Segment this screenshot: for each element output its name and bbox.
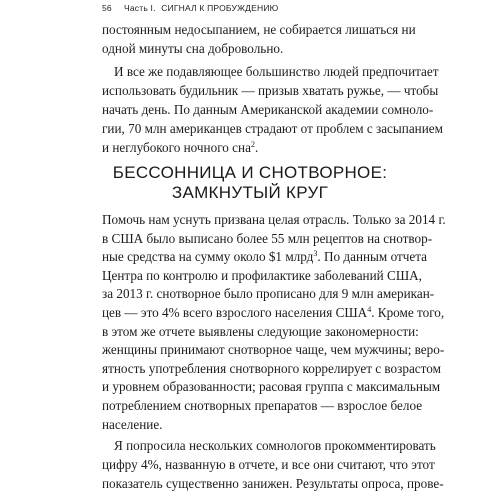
text-run: . Кроме того, bbox=[371, 305, 445, 320]
footnote-ref: 3 bbox=[313, 249, 318, 259]
footnote-ref: 2 bbox=[250, 140, 255, 149]
running-head bbox=[102, 3, 278, 13]
footnote-ref: 4 bbox=[367, 305, 372, 314]
text-line: население. bbox=[102, 416, 163, 432]
part-label: Часть I. bbox=[124, 3, 156, 13]
section-heading-line-2: ЗАМКНУТЫЙ КРУГ bbox=[171, 183, 329, 202]
text-line: И все же подавляющее большинство людей предпочитает bbox=[114, 64, 439, 79]
page-number: 56 bbox=[102, 3, 112, 13]
text-line: использовать будильник — призыв хватать ружье, — чтобы bbox=[102, 83, 439, 98]
text-line: одной минуты сна добровольно. bbox=[102, 41, 284, 56]
text-line bbox=[102, 138, 402, 157]
text-run: . bbox=[254, 140, 259, 155]
text-run: ные средства на сумму около $1 млрд bbox=[102, 249, 314, 265]
text-line bbox=[102, 247, 428, 266]
text-line: начать день. По данным Американской академии сомноло- bbox=[102, 102, 434, 117]
text-run: . По данным отчета bbox=[317, 249, 428, 265]
text-line: потреблением снотворных препаратов — взрослое белое bbox=[102, 398, 423, 413]
text-line: цифру 4%, названную в отчете, и все они считают, что этот bbox=[102, 457, 435, 472]
text-line: постоянным недосыпанием, не собирается лишаться ни bbox=[102, 22, 416, 37]
text-run: и неглубокого ночного сна bbox=[102, 140, 251, 155]
text-line: гии, 70 млн американцев страдают от проблем с засыпанием bbox=[102, 121, 443, 136]
part-title: СИГНАЛ К ПРОБУЖДЕНИЮ bbox=[161, 3, 279, 13]
text-line: Я попросила нескольких сомнологов прокомментировать bbox=[114, 438, 436, 453]
text-line: в этом же отчете выявлены следующие закономерности: bbox=[102, 323, 419, 339]
text-line: женщины принимают снотворное чаще, чем мужчины; веро- bbox=[102, 342, 445, 358]
text-run: цев — это 4% всего взрослого населения США bbox=[102, 305, 368, 320]
text-line: и уровнем образованности; расовая группа с максимальным bbox=[102, 379, 441, 395]
text-line: Помочь нам уснуть призвана целая отрасль. Только за 2014 г. bbox=[102, 212, 446, 227]
text-line: ятность употребления снотворного коррелирует с возрастом bbox=[102, 360, 441, 376]
section-heading-line-1: БЕССОННИЦА И СНОТВОРНОЕ: bbox=[112, 163, 388, 182]
text-line: Центра по контролю и профилактике заболеваний США, bbox=[102, 267, 422, 283]
text-line bbox=[102, 303, 445, 322]
text-line: показатель существенно занижен. Результаты опроса, прове- bbox=[102, 476, 444, 491]
text-line: за 2013 г. снотворное было прописано для 9 млн американ- bbox=[102, 286, 435, 302]
text-line: в США было выписано более 55 млн рецептов на снотвор- bbox=[102, 230, 433, 246]
